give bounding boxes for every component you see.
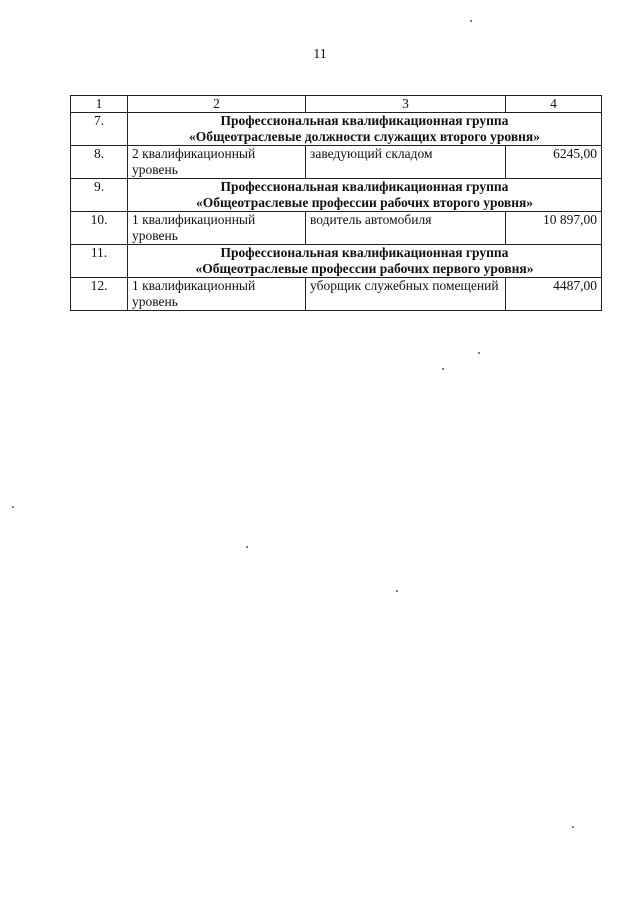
column-number-2: 2 <box>128 96 306 113</box>
salary-amount: 4487,00 <box>506 278 602 311</box>
scan-speck <box>470 20 472 22</box>
table-header-row <box>71 96 602 113</box>
table-row-group <box>71 113 602 146</box>
position-name: водитель автомобиля <box>306 212 506 245</box>
qualification-level: 1 квалификационный уровень <box>128 212 306 245</box>
group-title: Профессиональная квалификационная группа <box>220 179 509 194</box>
group-name: «Общеотраслевые профессии рабочих второго уровня» <box>195 195 534 210</box>
salary-amount: 6245,00 <box>506 146 602 179</box>
group-name: «Общеотраслевые должности служащих второго уровня» <box>189 129 540 144</box>
column-number-3: 3 <box>306 96 506 113</box>
scan-speck <box>442 368 444 370</box>
table-row <box>71 278 602 311</box>
group-title: Профессиональная квалификационная группа <box>220 245 509 260</box>
scan-speck <box>572 826 574 828</box>
salary-table <box>70 95 602 311</box>
scan-speck <box>246 546 248 548</box>
scan-speck <box>478 352 480 354</box>
position-name: заведующий складом <box>306 146 506 179</box>
salary-amount: 10 897,00 <box>506 212 602 245</box>
group-name: «Общеотраслевые профессии рабочих первого уровня» <box>195 261 534 276</box>
column-number-1: 1 <box>71 96 128 113</box>
row-number: 10. <box>71 212 128 245</box>
group-heading-cell <box>128 245 602 278</box>
group-title: Профессиональная квалификационная группа <box>220 113 509 128</box>
table-row <box>71 212 602 245</box>
table-row <box>71 146 602 179</box>
row-number: 11. <box>71 245 128 278</box>
table-row-group <box>71 179 602 212</box>
row-number: 12. <box>71 278 128 311</box>
position-name: уборщик служебных помещений <box>306 278 506 311</box>
scan-speck <box>12 506 14 508</box>
group-heading-cell <box>128 179 602 212</box>
page-number: 11 <box>313 47 327 62</box>
group-heading-cell <box>128 113 602 146</box>
column-number-4: 4 <box>506 96 602 113</box>
row-number: 9. <box>71 179 128 212</box>
row-number: 8. <box>71 146 128 179</box>
row-number: 7. <box>71 113 128 146</box>
qualification-level: 1 квалификационный уровень <box>128 278 306 311</box>
table-row-group <box>71 245 602 278</box>
scan-speck <box>396 590 398 592</box>
qualification-level: 2 квалификационный уровень <box>128 146 306 179</box>
